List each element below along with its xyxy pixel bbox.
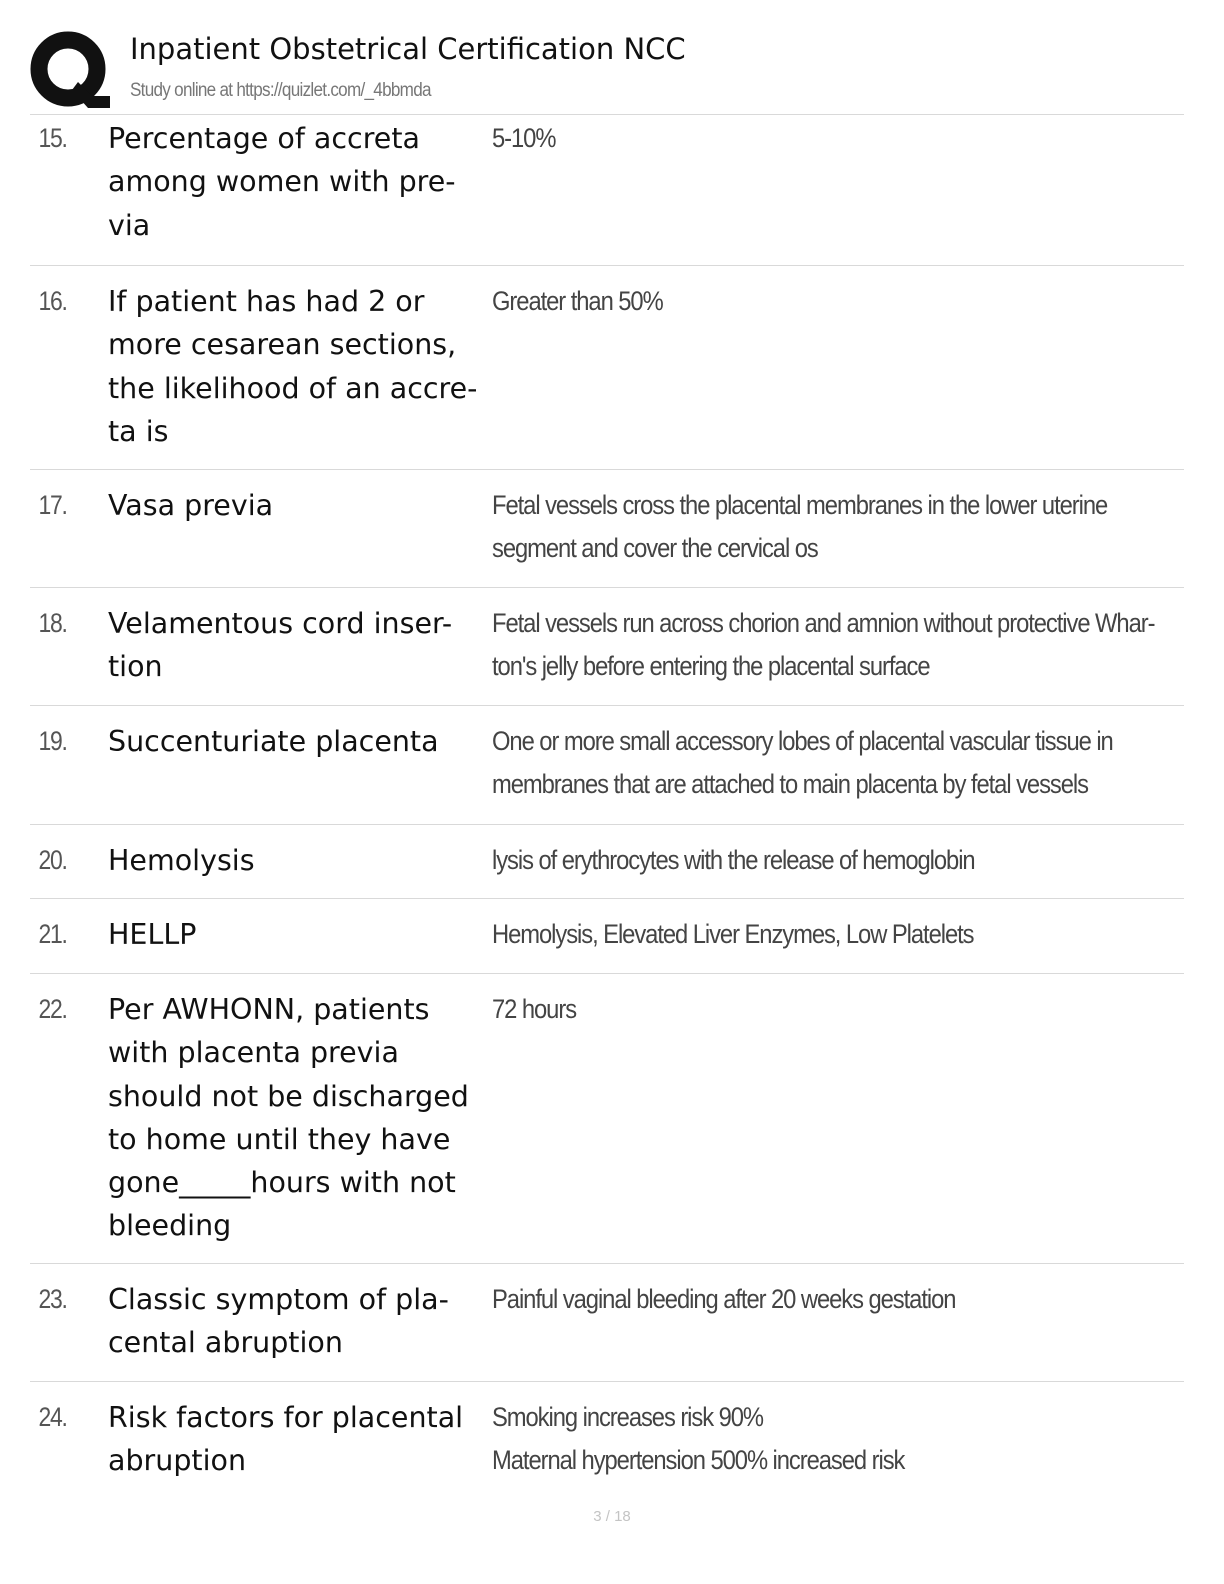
card-definition-text: Painful vaginal bleeding after 20 weeks gestation [492, 1284, 956, 1314]
card-term: Classic symptom of pla- cental abruption [108, 1283, 449, 1360]
card-definition [492, 117, 1224, 160]
page-number: 3 / 18 [593, 1508, 631, 1525]
quizlet-logo-icon [30, 30, 110, 110]
flashcard-23 [30, 1264, 1184, 1382]
card-definition-text: lysis of erythrocytes with the release of hemoglobin [492, 845, 975, 875]
card-definition [492, 913, 1224, 956]
card-number: 21. [38, 919, 67, 949]
card-term: If patient has had 2 or more cesarean sections, the likelihood of an accre- ta is [108, 285, 478, 448]
card-definition [492, 720, 1224, 807]
card-term: Per AWHONN, patients with placenta previa should not be discharged to home until they have gone_____hours with not bleeding [108, 993, 469, 1243]
flashcard-list [30, 114, 1184, 1486]
card-term: HELLP [108, 918, 197, 951]
card-number: 19. [38, 726, 67, 756]
card-number: 16. [38, 286, 67, 316]
flashcard-19 [30, 706, 1184, 825]
card-term: Vasa previa [108, 489, 274, 522]
flashcard-17 [30, 470, 1184, 588]
card-definition-text: 5-10% [492, 123, 556, 153]
card-term: Percentage of accreta among women with pre- via [108, 122, 456, 242]
card-number: 23. [38, 1284, 67, 1314]
study-online-link[interactable]: Study online at https://quizlet.com/_4bbmda [130, 80, 431, 101]
flashcard-24 [30, 1382, 1184, 1486]
card-number: 22. [38, 994, 67, 1024]
card-definition [492, 484, 1224, 571]
card-term: Succenturiate placenta [108, 725, 439, 758]
card-definition-text: Hemolysis, Elevated Liver Enzymes, Low Platelets [492, 919, 974, 949]
card-definition [492, 988, 1224, 1031]
document-title: Inpatient Obstetrical Certification NCC [130, 32, 686, 66]
card-definition-text: Fetal vessels run across chorion and amnion without protective Whar- ton's jelly before entering the placental surface [492, 608, 1155, 682]
card-definition-text: 72 hours [492, 994, 577, 1024]
card-definition [492, 602, 1224, 689]
card-number: 20. [38, 845, 67, 875]
card-number: 18. [38, 608, 67, 638]
flashcard-15 [30, 115, 1184, 266]
card-definition [492, 1278, 1224, 1321]
card-term: Hemolysis [108, 844, 255, 877]
card-number: 24. [38, 1402, 67, 1432]
flashcard-18 [30, 588, 1184, 706]
flashcard-22 [30, 974, 1184, 1264]
card-definition [492, 1396, 1224, 1483]
card-definition [492, 280, 1224, 323]
flashcard-21 [30, 899, 1184, 974]
card-definition-text: Smoking increases risk 90% Maternal hypertension 500% increased risk [492, 1402, 905, 1476]
card-number: 17. [38, 490, 67, 520]
card-definition-text: Fetal vessels cross the placental membranes in the lower uterine segment and cover the cervical os [492, 490, 1108, 564]
flashcard-16 [30, 266, 1184, 470]
flashcard-20 [30, 825, 1184, 899]
card-term: Risk factors for placental abruption [108, 1401, 464, 1478]
card-term: Velamentous cord inser- tion [108, 607, 453, 684]
card-definition-text: Greater than 50% [492, 286, 663, 316]
card-number: 15. [38, 123, 67, 153]
card-definition [492, 839, 1224, 882]
card-definition-text: One or more small accessory lobes of placental vascular tissue in membranes that are attached to main placenta by fetal vessels [492, 726, 1113, 800]
document-header [30, 28, 1190, 112]
